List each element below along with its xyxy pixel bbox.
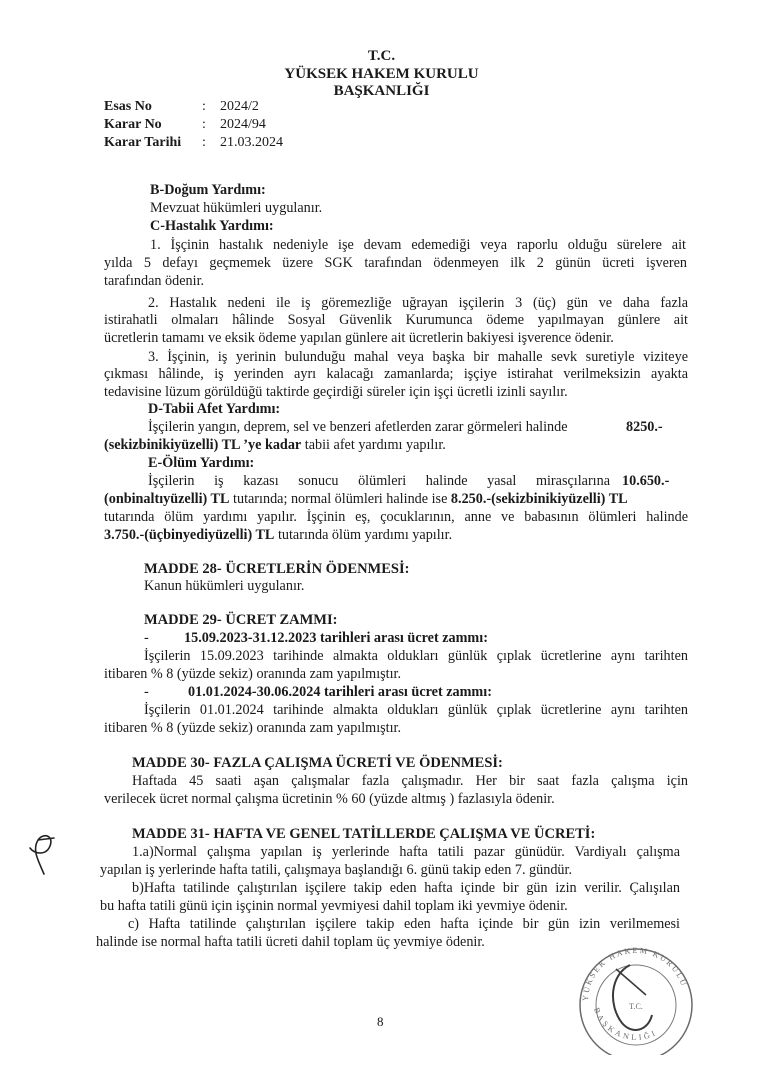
section-c-title: C-Hastalık Yardımı: xyxy=(150,218,274,234)
m29-period1-line1: İşçilerin 15.09.2023 tarihinde almakta oldukları günlük çıplak ücretlerine aynı tarihten xyxy=(144,648,688,664)
m29-dash-2: - xyxy=(144,684,149,700)
c3-line2: çıkması hâlinde, iş yerinden ayrı kalacağı zamanlarda; işçiye istirahat verilmeksizin ayakta xyxy=(104,366,688,382)
m29-period1-line2: itibaren % 8 (yüzde sekiz) oranında zam yapılmıştır. xyxy=(104,666,402,682)
section-b-title: B-Doğum Yardımı: xyxy=(150,182,266,198)
m31-c-line1: c) Hafta tatilinde çalıştırılan işçilere takip eden hafta içinde bir gün izin verilmemesi xyxy=(128,916,680,932)
e-line1-text: İşçilerin iş kazası sonucu ölümleri halinde yasal mirasçılarına xyxy=(148,473,610,489)
madde-28-title: MADDE 28- ÜCRETLERİN ÖDENMESİ: xyxy=(144,561,410,577)
e-line4-text: tutarında ölüm yardımı yapılır. xyxy=(277,527,453,543)
m29-period2-line2: itibaren % 8 (yüzde sekiz) oranında zam yapılmıştır. xyxy=(104,720,402,736)
meta-value-tarih: 21.03.2024 xyxy=(220,135,283,150)
madde-29-title: MADDE 29- ÜCRET ZAMMI: xyxy=(144,612,338,628)
e-line4 xyxy=(104,527,452,543)
m29-period2-line1: İşçilerin 01.01.2024 tarihinde almakta oldukları günlük çıplak ücretlerine aynı tarihten xyxy=(144,702,688,718)
d-line2-amount: (sekizbinikiyüzelli) TL ’ye kadar xyxy=(104,437,302,453)
m30-line1: Haftada 45 saati aşan çalışmalar fazla çalışmadır. Her bir saat fazla çalışma için xyxy=(132,773,688,789)
madde-30-title: MADDE 30- FAZLA ÇALIŞMA ÜCRETİ VE ÖDENMESİ: xyxy=(132,755,503,771)
e-line4-amount: 3.750.-(üçbinyediyüzelli) TL xyxy=(104,527,275,543)
m29-dash-1: - xyxy=(144,630,149,646)
c2-line3: ücretlerin tamamı ve eksik ödeme yapılan günlere ait ücretlerin bakiyesi işverence ödenir. xyxy=(104,330,614,346)
madde-28-text: Kanun hükümleri uygulanır. xyxy=(144,578,305,594)
c1-line3: tarafından ödenir. xyxy=(104,273,205,289)
c1-line1: 1. İşçinin hastalık nedeniyle işe devam edemediği veya raporlu olduğu sürelere ait xyxy=(150,237,686,253)
e-line2-text: tutarında; normal ölümleri halinde ise xyxy=(233,491,448,507)
c2-line2: istirahatli olmaları hâlinde Sosyal Güvenlik Kurumunca ödeme yapılmayan günlere ait xyxy=(104,312,688,328)
e-line1-amount: 10.650.- xyxy=(622,473,670,489)
signature-mark xyxy=(24,830,68,880)
m31-a-line1: 1.a)Normal çalışma yapılan iş yerlerinde hafta tatili pazar günüdür. Vardiyalı çalışma xyxy=(132,844,680,860)
stamp-center-text: T.C. xyxy=(629,1002,643,1011)
d-line1-text: İşçilerin yangın, deprem, sel ve benzeri afetlerden zarar görmeleri halinde xyxy=(148,419,568,435)
m30-line2: verilecek ücret normal çalışma ücretinin % 60 (yüzde altmış ) fazlasıyla ödenir. xyxy=(104,791,555,807)
section-b-text: Mevzuat hükümleri uygulanır. xyxy=(150,200,323,216)
c2-line1: 2. Hastalık nedeni ile iş göremezliğe uğrayan işçilerin 3 (üç) gün ve daha fazla xyxy=(148,295,688,311)
m31-b-line2: bu hafta tatili günü için işçinin normal yevmiyesi dahil toplam iki yevmiye ödenir. xyxy=(100,898,568,914)
e-line2 xyxy=(104,491,628,507)
header-department: BAŞKANLIĞI xyxy=(333,83,430,99)
e-line2-amount1: (onbinaltıyüzelli) TL xyxy=(104,491,230,507)
header-institution: YÜKSEK HAKEM KURULU xyxy=(284,66,479,82)
e-line2-amount2: 8.250.-(sekizbinikiyüzelli) TL xyxy=(450,491,628,507)
svg-text:BAŞKANLIĞI xyxy=(592,1006,659,1042)
svg-text:YÜKSEK HAKEM KURULU xyxy=(581,946,689,1001)
page-number: 8 xyxy=(377,1014,384,1029)
stamp-top-text: YÜKSEK HAKEM KURULU xyxy=(580,945,689,1002)
meta-value-karar: 2024/94 xyxy=(220,117,266,132)
m31-a-line2: yapılan iş yerlerinde hafta tatili, çalışmaya başlandığı 6. günü takip eden 7. gündür. xyxy=(100,862,572,878)
meta-value-esas: 2024/2 xyxy=(220,99,259,114)
m29-period1-title: 15.09.2023-31.12.2023 tarihleri arası ücret zammı: xyxy=(184,630,488,646)
madde-31-title: MADDE 31- HAFTA VE GENEL TATİLLERDE ÇALIŞMA VE ÜCRETİ: xyxy=(132,826,596,842)
header-tc: T.C. xyxy=(367,48,396,64)
meta-label-karar: Karar No xyxy=(104,117,162,132)
meta-label-tarih: Karar Tarihi xyxy=(104,135,182,150)
d-line2 xyxy=(104,437,446,453)
meta-label-esas: Esas No xyxy=(104,99,152,114)
c3-line3: tedavisine lüzum görüldüğü taktirde geçirdiği süreler için işçi ücretli izinli sayılır. xyxy=(104,384,568,400)
meta-colon-karar: : xyxy=(202,117,206,132)
meta-colon-tarih: : xyxy=(202,135,206,150)
section-d-title: D-Tabii Afet Yardımı: xyxy=(148,401,281,417)
m29-period2-title: 01.01.2024-30.06.2024 tarihleri arası ücret zammı: xyxy=(188,684,492,700)
c3-line1: 3. İşçinin, iş yerinin bulunduğu mahal veya başka bir mahalle sevk suretiyle viziteye xyxy=(148,349,688,365)
section-e-title: E-Ölüm Yardımı: xyxy=(148,455,255,471)
d-line2-text: tabii afet yardımı yapılır. xyxy=(304,437,446,453)
e-line3: tutarında ölüm yardımı yapılır. İşçinin eş, çocuklarının, anne ve babasının ölümleri halinde xyxy=(104,509,688,525)
official-stamp xyxy=(560,935,710,1055)
m31-c-line2: halinde ise normal hafta tatili ücreti dahil toplam üç yevmiye ödenir. xyxy=(96,934,485,950)
c1-line2: yılda 5 defayı geçmemek üzere SGK tarafından ödenmeyen ilk 2 günün ücreti işveren xyxy=(104,255,687,271)
m31-b-line1: b)Hafta tatilinde çalıştırılan işçilere takip eden hafta içinde bir gün izin verilir. Çalışılan xyxy=(132,880,680,896)
meta-colon-esas: : xyxy=(202,99,206,114)
d-line1-amount: 8250.- xyxy=(626,419,663,435)
d-line1 xyxy=(148,419,568,435)
stamp-bottom-text: BAŞKANLIĞI xyxy=(591,1006,660,1042)
